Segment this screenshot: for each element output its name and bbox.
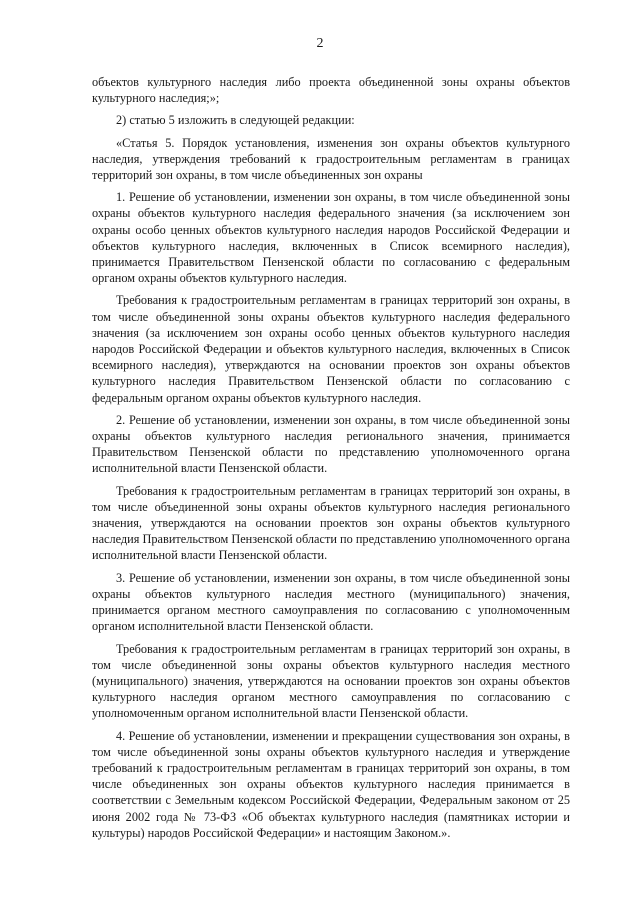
page-number: 2 [316,36,324,51]
paragraph-clause-1-requirements: Требования к градостроительным регламентам в границах территорий зон охраны, в том числе объединенной зоны охраны объектов культурного наследия федерального значения (за исключением зон охраны особо ценных объектов культурного наследия народов Российской Федерации и объектов культурного наследия, включенных в Список всемирного наследия), утверждаются на основании проектов зон охраны объектов культурного наследия Правительством Пензенской области по согласованию с федеральным органом охраны объектов культурного наследия. [92,293,570,405]
paragraph-clause-3: 3. Решение об установлении, изменении зон охраны, в том числе объединенной зоны охраны объектов культурного наследия местного (муниципального) значения, принимается органом местного самоуправления по согласованию с уполномоченным органом исполнительной власти Пензенской области. [92,570,570,634]
paragraph-clause-2-requirements: Требования к градостроительным регламентам в границах территорий зон охраны, в том числе объединенной зоны охраны объектов культурного наследия регионального значения, утверждаются на основании проектов зон охраны объектов культурного наследия Правительством Пензенской области по представлению уполномоченного органа исполнительной власти Пензенской области. [92,483,570,563]
paragraph-article-heading: «Статья 5. Порядок установления, изменения зон охраны объектов культурного наследия, утверждения требований к градостроительным регламентам в границах территорий зон охраны, в том числе объединенных зон охраны [92,135,570,183]
paragraph-clause-4: 4. Решение об установлении, изменении и прекращении существования зон охраны, в том числе объединенной зоны охраны объектов культурного наследия и утверждение требований к градостроительным регламентам в границах территорий зон охраны, в том числе объединенных зон охраны объектов культурного наследия принимается в соответствии с Земельным кодексом Российской Федерации, Федеральным законом от 25 июня 2002 года № 73-ФЗ «Об объектах культурного наследия (памятниках истории и культуры) народов Российской Федерации» и настоящим Законом.». [92,728,570,840]
paragraph-clause-1: 1. Решение об установлении, изменении зон охраны, в том числе объединенной зоны охраны объектов культурного наследия федерального значения (за исключением зон охраны особо ценных объектов культурного наследия народов Российской Федерации и объектов культурного наследия, включенных в Список всемирного наследия), принимается Правительством Пензенской области по согласованию с федеральным органом охраны объектов культурного наследия. [92,190,570,286]
paragraph-clause-2: 2. Решение об установлении, изменении зон охраны, в том числе объединенной зоны охраны объектов культурного наследия регионального значения, принимается Правительством Пензенской области по представлению уполномоченного органа исполнительной власти Пензенской области. [92,412,570,476]
paragraph-clause-3-requirements: Требования к градостроительным регламентам в границах территорий зон охраны, в том числе объединенной зоны охраны объектов культурного наследия местного (муниципального) значения, утверждаются на основании проектов зон охраны объектов культурного наследия органом местного самоуправления по согласованию с уполномоченным органом исполнительной власти Пензенской области. [92,641,570,721]
paragraph-amendment-item: 2) статью 5 изложить в следующей редакции: [116,113,355,128]
document-body [92,74,570,847]
paragraph-continuation: объектов культурного наследия либо проекта объединенной зоны охраны объектов культурного наследия;»; [92,75,570,106]
